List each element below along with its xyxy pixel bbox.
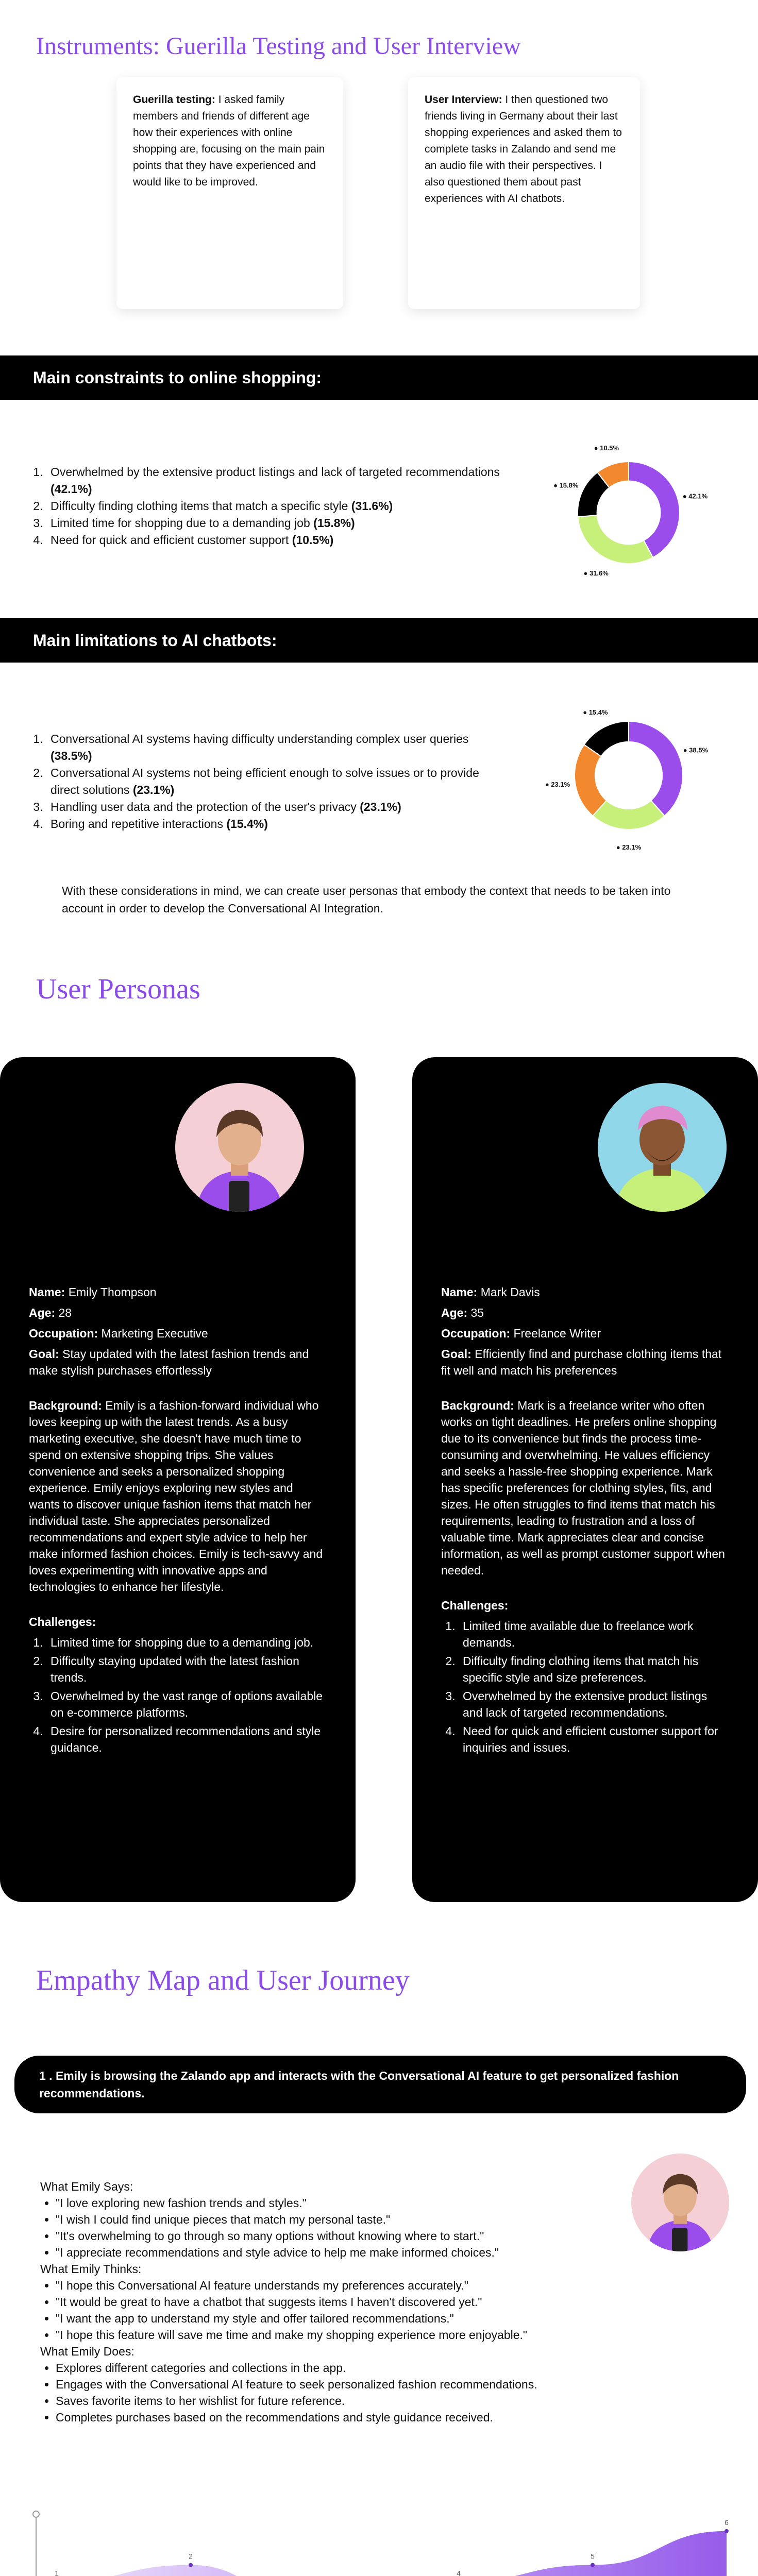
constraints-banner — [0, 355, 392, 400]
emily-journey-point-5 — [591, 2563, 595, 2567]
interview-label: User Interview: — [425, 94, 502, 106]
chatbots-slice-label-1: ● 23.1% — [616, 843, 642, 851]
chatbots-banner — [0, 618, 397, 663]
emily-journey-point-2 — [189, 2563, 193, 2567]
constraints-banner-tail — [392, 355, 758, 400]
instruments-title: Instruments: Guerilla Testing and User Interview — [36, 32, 521, 60]
constraints-list — [28, 464, 500, 549]
emily-journey-area — [57, 2531, 727, 2576]
emily-journey-point-label-6: 6 — [725, 2518, 729, 2527]
chatbots-title: Main limitations to AI chatbots: — [33, 631, 277, 650]
persona-occupation: Marketing Executive — [98, 1327, 208, 1340]
list-item: 4. Boring and repetitive interactions (15.4%) — [46, 816, 500, 833]
chatbots-slice-label-2: ● 23.1% — [545, 780, 570, 788]
list-item: 3. Limited time for shopping due to a demanding job (15.8%) — [46, 515, 500, 532]
chatbots-slice-0 — [629, 721, 683, 816]
emily-journey-point-label-2: 2 — [189, 2552, 193, 2561]
persona-name: Mark Davis — [477, 1285, 540, 1299]
user-interview-card — [408, 77, 640, 309]
personas-title: User Personas — [36, 973, 200, 1005]
persona-background: Mark is a freelance writer who often works on tight deadlines. He prefers online shopping due to its convenience but finds the process time-consuming and overwhelming. He values efficiency and seeks a hassle-free shopping experience. Mark has specific preferences for clothing styles, fits, and sizes. He often struggles to find items that match his requirements, leading to frustration and a loss of valuable time. Mark appreciates clear and concise information, as well as prompt customer support when needed. — [441, 1399, 725, 1577]
chatbots-donut-chart — [520, 685, 737, 866]
list-item: 1. Conversational AI systems having difficulty understanding complex user queries (38.5%) — [46, 731, 500, 765]
emily-journey-point-label-4: 4 — [457, 2569, 461, 2576]
persona-name: Emily Thompson — [65, 1285, 157, 1299]
constraints-slice-label-3: ● 10.5% — [594, 444, 619, 452]
chatbots-banner-tail — [397, 618, 758, 663]
persona-age: 35 — [467, 1306, 484, 1319]
chatbots-slice-label-0: ● 38.5% — [683, 746, 709, 754]
persona-goal: Efficiently find and purchase clothing items that fit well and match his preferences — [441, 1347, 722, 1377]
list-item: 3. Handling user data and the protection of the user's privacy (23.1%) — [46, 799, 500, 816]
persona-age: 28 — [55, 1306, 72, 1319]
emily-task-banner: 1 . Emily is browsing the Zalando app and interacts with the Conversational AI feature to get personalized fashion recommendations. — [14, 2056, 746, 2113]
guerilla-text: I asked family members and friends of different age how their experiences with online shopping are, focusing on the main pain points that they have experienced and would like to be improved. — [133, 94, 325, 188]
guerilla-testing-card — [116, 77, 343, 309]
chatbots-list — [28, 731, 500, 833]
persona-occupation: Freelance Writer — [510, 1327, 601, 1340]
guerilla-label: Guerilla testing: — [133, 94, 215, 106]
persona-challenges: 1. Limited time available due to freelance work demands. 2. Difficulty finding clothing items that match his specific style and size preferences. 3. Overwhelmed by the extensive product listings and lack of targeted recommendations. 4. Need for quick and efficient customer support for inquiries and issues. — [441, 1618, 729, 1756]
constraints-slice-label-1: ● 31.6% — [583, 569, 609, 577]
emily-journey-chart — [26, 2499, 737, 2576]
empathy-title: Empathy Map and User Journey — [36, 1964, 410, 1996]
list-item: 2. Conversational AI systems not being efficient enough to solve issues or to provide direct solutions (23.1%) — [46, 765, 500, 799]
persona-card-emily: Name: Emily Thompson Age: 28 Occupation: Marketing Executive Goal: Stay updated with the latest fashion trends and make stylish purchases effortlessly Background: Emily is a fashion-forward individual who loves keeping up with the latest trends. As a busy marketing executive, she doesn't have much time to spend on extensive shopping trips. She values convenience and seeks a personalized shopping experience. Emily enjoys exploring new styles and wants to discover unique fashion items that match her individual taste. She appreciates personalized recommendations and expert style advice to help her make informed fashion choices. Emily is tech-savvy and loves experimenting with innovative apps and technologies to enhance her lifestyle. Challenges: 1. Limited time for shopping due to a demanding job. 2. Difficulty staying updated with the latest fashion trends. 3. Overwhelmed by the vast range of options available on e-commerce platforms. 4. Desire for personalized recommendations and style guidance. — [0, 1057, 356, 1902]
persona-challenges: 1. Limited time for shopping due to a demanding job. 2. Difficulty staying updated with the latest fashion trends. 3. Overwhelmed by the vast range of options available on e-commerce platforms. 4. Desire for personalized recommendations and style guidance. — [29, 1634, 327, 1756]
chatbots-slice-label-3: ● 15.4% — [583, 708, 608, 716]
persona-card-mark: Name: Mark Davis Age: 35 Occupation: Freelance Writer Goal: Efficiently find and purchase clothing items that fit well and match his preferences Background: Mark is a freelance writer who often works on tight deadlines. He prefers online shopping due to its convenience but finds the process time-consuming and overwhelming. He values efficiency and seeks a hassle-free shopping experience. Mark has specific preferences for clothing styles, fits, and sizes. He often struggles to find items that match his requirements, leading to frustration and a loss of valuable time. Mark appreciates clear and concise information, as well as prompt customer support when needed. Challenges: 1. Limited time available due to freelance work demands. 2. Difficulty finding clothing items that match his specific style and size preferences. 3. Overwhelmed by the extensive product listings and lack of targeted recommendations. 4. Need for quick and efficient customer support for inquiries and issues. — [412, 1057, 758, 1902]
emily-empathy-map: What Emily Says: • "I love exploring new fashion trends and styles." • "I wish I could find unique pieces that match my personal taste." • "It's overwhelming to go through so many options without knowing where to start." • "I appreciate recommendations and style advice to help me make informed choices." What Emily Thinks: • "I hope this Conversational AI feature understands my preferences accurately." • "It would be great to have a chatbot that suggests items I haven't discovered yet." • "I want the app to understand my style and offer tailored recommendations." • "I hope this feature will save me time and make my shopping experience more enjoyable." What Emily Does: • Explores different categories and collections in the app. • Engages with the Conversational AI feature to seek personalized fashion recommendations. • Saves favorite items to her wishlist for future reference. • Completes purchases based on the recommendations and style guidance received. — [40, 2178, 638, 2426]
constraints-title: Main constraints to online shopping: — [33, 368, 322, 387]
persona-goal: Stay updated with the latest fashion trends and make stylish purchases effortlessly — [29, 1347, 309, 1377]
constraints-slice-label-0: ● 42.1% — [682, 492, 708, 500]
list-item: 2. Difficulty finding clothing items that match a specific style (31.6%) — [46, 498, 500, 515]
persona-background: Emily is a fashion-forward individual who loves keeping up with the latest trends. As a busy marketing executive, she doesn't have much time to spend on extensive shopping trips. She values convenience and seeks a personalized shopping experience. Emily enjoys exploring new styles and wants to discover unique fashion items that match her individual taste. She appreciates personalized recommendations and expert style advice to help her make informed fashion choices. Emily is tech-savvy and loves experimenting with innovative apps and technologies to enhance her lifestyle. — [29, 1399, 323, 1594]
list-item: 1. Overwhelmed by the extensive product listings and lack of targeted recommendations (42.1%) — [46, 464, 500, 498]
avatar-emily-small — [631, 2154, 729, 2251]
avatar-mark — [598, 1083, 727, 1212]
conclusion-text: With these considerations in mind, we can create user personas that embody the context that needs to be taken into account in order to develop the Conversational AI Integration. — [62, 884, 671, 915]
emily-journey-point-label-1: 1 — [55, 2569, 59, 2576]
constraints-slice-label-2: ● 15.8% — [553, 481, 579, 489]
interview-text: I then questioned two friends living in Germany about their last shopping experiences and asked them to complete tasks in Zalando and send me an audio file with their perspectives. I also questioned them about past experiences with AI chatbots. — [425, 94, 622, 205]
constraints-donut-chart — [520, 428, 737, 598]
constraints-slice-1 — [578, 515, 653, 564]
list-item: 4. Need for quick and efficient customer support (10.5%) — [46, 532, 500, 549]
emily-journey-point-6 — [725, 2529, 729, 2533]
avatar-emily — [175, 1083, 304, 1212]
emily-journey-point-label-5: 5 — [591, 2552, 595, 2561]
chatbots-slice-1 — [593, 801, 664, 829]
